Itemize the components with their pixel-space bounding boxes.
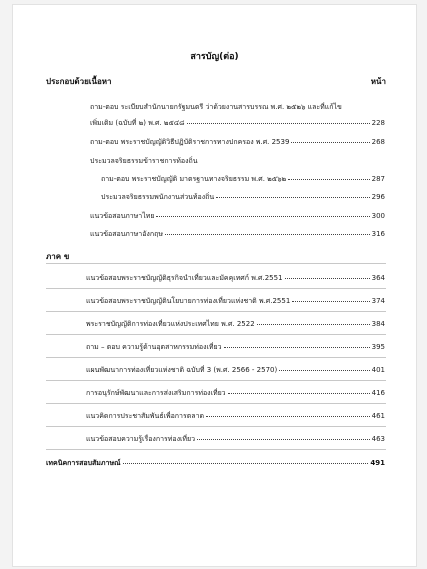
page-column-heading: หน้า <box>370 77 386 86</box>
toc-entry-label: แผนพัฒนาการท่องเที่ยวแห่งชาติ ฉบับที่ 3 (พ.ศ. 2566 - 2570) <box>86 366 278 374</box>
toc-entry <box>101 174 385 185</box>
leader-dots <box>187 117 370 124</box>
toc-entry-label: แนวข้อสอบพระราชบัญญัติธุรกิจนำเที่ยวและมัคคุเทศก์ พ.ศ.2551 <box>86 274 283 282</box>
toc-entry-label: ถาม – ตอบ ความรู้ด้านอุตสาหกรรมท่องเที่ยว <box>86 343 222 351</box>
toc-entry-page: 316 <box>371 230 385 238</box>
toc-entry <box>86 365 385 376</box>
toc-entry-label: แนวคิดการประชาสัมพันธ์เพื่อการตลาด <box>86 412 205 420</box>
toc-entry <box>86 434 385 445</box>
toc-entry-label: แนวข้อสอบภาษาอังกฤษ <box>90 230 163 238</box>
page-title: สารบัญ(ต่อ) <box>190 52 239 62</box>
toc-entry <box>86 273 385 284</box>
toc-entry-label: ประมวลจริยธรรมพนักงานส่วนท้องถิ่น <box>101 193 215 201</box>
leader-dots <box>206 410 370 417</box>
leader-dots <box>123 457 369 464</box>
toc-entry-page: 228 <box>371 119 385 127</box>
toc-entry-page: 287 <box>371 175 385 183</box>
toc-entry-page: 268 <box>371 138 385 146</box>
toc-entry-label: ถาม-ตอบ พระราชบัญญัติวิธีปฏิบัติราชการทางปกครอง พ.ศ. 2539 <box>90 138 290 146</box>
toc-entry-page: 374 <box>371 297 385 305</box>
toc-entry <box>90 118 385 129</box>
divider <box>46 426 386 427</box>
contents-heading: ประกอบด้วยเนื้อหา <box>46 77 112 86</box>
toc-entry <box>86 411 385 422</box>
leader-dots <box>279 364 369 371</box>
toc-entry-label: ประมวลจริยธรรมข้าราชการท้องถิ่น <box>90 157 198 165</box>
divider <box>46 380 386 381</box>
leader-dots <box>156 210 369 217</box>
document-page <box>12 4 417 567</box>
toc-entry-label: แนวข้อสอบพระราชบัญญัตินโยบายการท่องเที่ยวแห่งชาติ พ.ศ.2551 <box>86 297 291 305</box>
leader-dots <box>228 387 370 394</box>
toc-entry-label: แนวข้อสอบความรู้เรื่องการท่องเที่ยว <box>86 435 196 443</box>
divider <box>46 357 386 358</box>
leader-dots <box>224 341 370 348</box>
leader-dots <box>165 228 370 235</box>
divider <box>46 403 386 404</box>
toc-entry-final <box>46 458 385 469</box>
toc-entry-page: 491 <box>370 459 385 467</box>
toc-entry-page: 401 <box>371 366 385 374</box>
leader-dots <box>288 173 369 180</box>
leader-dots <box>291 136 369 143</box>
toc-entry-label: เพิ่มเติม (ฉบับที่ ๒) พ.ศ. ๒๕๔๘ <box>90 119 185 127</box>
toc-entry <box>101 192 385 203</box>
toc-entry-page: 364 <box>371 274 385 282</box>
toc-entry <box>90 229 385 240</box>
divider <box>46 311 386 312</box>
toc-entry-label: เทคนิคการสอบสัมภาษณ์ <box>46 459 121 467</box>
leader-dots <box>257 318 370 325</box>
divider <box>46 334 386 335</box>
toc-entry <box>86 342 385 353</box>
leader-dots <box>292 295 369 302</box>
toc-entry <box>86 319 385 330</box>
toc-entry-page: 384 <box>371 320 385 328</box>
toc-entry-page: 461 <box>371 412 385 420</box>
part-b-heading: ภาค ข <box>46 252 70 261</box>
divider <box>46 288 386 289</box>
toc-entry-label: แนวข้อสอบภาษาไทย <box>90 212 155 220</box>
toc-entry-page: 300 <box>371 212 385 220</box>
toc-entry-page: 395 <box>371 343 385 351</box>
toc-entry-page: 296 <box>371 193 385 201</box>
toc-entry <box>86 296 385 307</box>
toc-entry <box>86 388 385 399</box>
toc-entry-label: พระราชบัญญัติการท่องเที่ยวแห่งประเทศไทย พ.ศ. 2522 <box>86 320 255 328</box>
toc-entry-label: ถาม-ตอบ พระราชบัญญัติ มาตรฐานทางจริยธรรม พ.ศ. ๒๕๖๒ <box>101 175 287 183</box>
toc-entry-page: 463 <box>371 435 385 443</box>
leader-dots <box>197 433 370 440</box>
leader-dots <box>285 272 370 279</box>
divider <box>46 449 386 450</box>
toc-entry <box>90 137 385 148</box>
divider <box>46 263 386 264</box>
toc-entry-label: ถาม-ตอบ ระเบียบสำนักนายกรัฐมนตรี ว่าด้วยงานสารบรรณ พ.ศ. ๒๕๒๖ และที่แก้ไข <box>90 103 342 111</box>
leader-dots <box>216 191 369 198</box>
toc-entry <box>90 211 385 222</box>
toc-entry-label: การอนุรักษ์พัฒนาและการส่งเสริมการท่องเที่ยว <box>86 389 226 397</box>
toc-entry-page: 416 <box>371 389 385 397</box>
